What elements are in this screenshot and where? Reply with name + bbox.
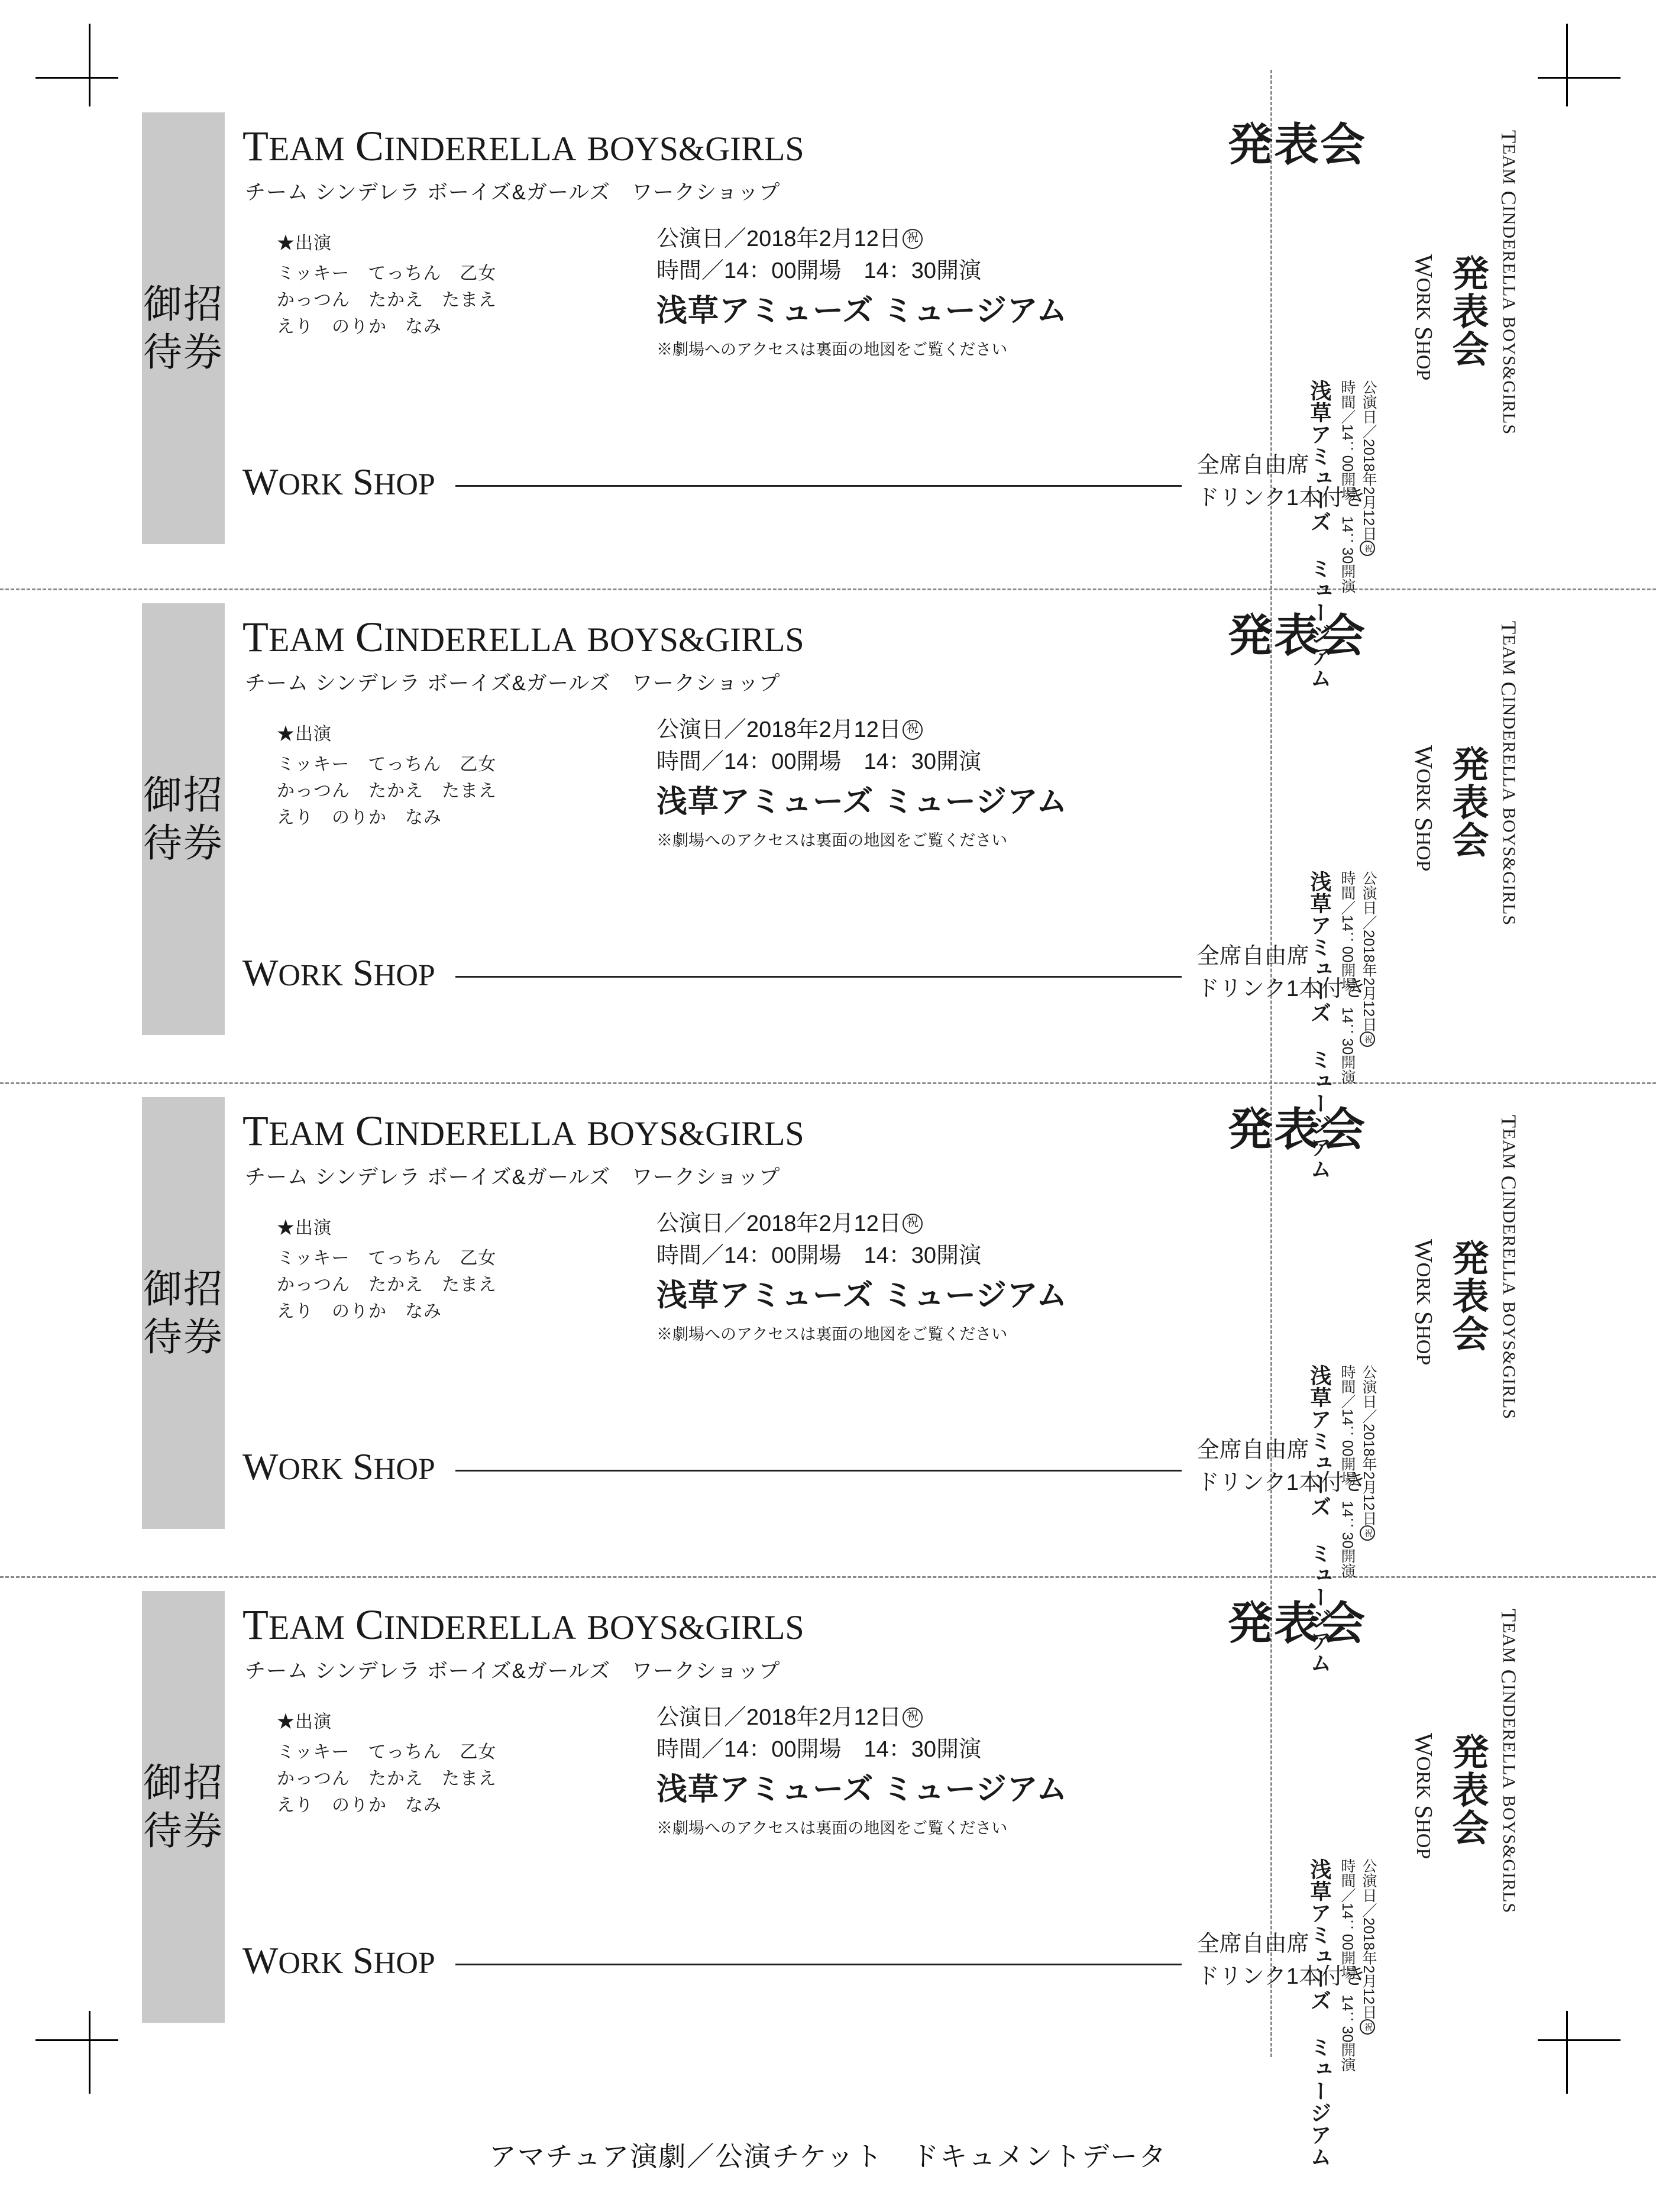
cast-row: かっつん たかえ たまえ [277,290,497,310]
ticket-body [242,1591,1366,2040]
seat-type: 全席自由席 [1196,944,1309,969]
cast-heading: ★出演 [277,1712,332,1732]
cast-row: えり のりか なみ [277,1796,442,1815]
ticket [142,1097,1573,1674]
stub-time: 時間／14：00開場 14：30開演 [1339,380,1356,594]
cast-heading: ★出演 [277,725,332,744]
title-jp: 発表会 [1228,611,1366,661]
stub-title-jp: 発表会 [1447,254,1487,368]
title-row [242,611,1366,661]
title-en: TEAM CINDERELLA BOYS&GIRLS [242,613,804,661]
performance-time: 時間／14：00開場 14：30開演 [656,258,982,283]
performance-date [656,224,1354,256]
workshop-wordmark: WORK SHOP [242,1445,435,1488]
subtitle: チーム シンデレラ ボーイズ&ガールズ ワークショップ [245,181,781,204]
cut-line-3 [0,1576,1656,1578]
venue-name: 浅草アミューズ ミュージアム [656,293,1068,328]
ticket-stub [1301,112,1579,689]
venue-name: 浅草アミューズ ミュージアム [656,1278,1068,1313]
info-block [656,1702,1354,1838]
performance-date [656,714,1354,746]
venue-name: 浅草アミューズ ミュージアム [656,784,1068,819]
stub-workshop: WORK SHOP [1409,1239,1437,1366]
stub-holiday-badge: 祝 [1360,2019,1375,2035]
cast-row: ミッキー てっちん 乙女 [277,264,497,283]
drink-note: ドリンク1本付き [1196,486,1366,511]
stub-date: 公演日／2018年2月12日祝 [1358,380,1379,556]
title-row [242,120,1366,170]
stub-title-en: TEAM CINDERELLA BOYS&GIRLS [1497,130,1521,435]
stub-date: 公演日／2018年2月12日祝 [1358,1364,1379,1541]
performance-date [656,1208,1354,1240]
workshop-wordmark: WORK SHOP [242,461,435,503]
invitation-bar [142,112,225,544]
stub-title-en: TEAM CINDERELLA BOYS&GIRLS [1497,1115,1521,1420]
stub-title-en: TEAM CINDERELLA BOYS&GIRLS [1497,1609,1521,1914]
invitation-label: 御招待券 [143,1761,224,1852]
stub-holiday-badge: 祝 [1360,1031,1375,1047]
info-block [656,1208,1354,1344]
holiday-badge: 祝 [903,1214,923,1234]
subtitle: チーム シンデレラ ボーイズ&ガールズ ワークショップ [245,1660,781,1683]
seat-type: 全席自由席 [1196,453,1309,478]
stub-title-en: TEAM CINDERELLA BOYS&GIRLS [1497,621,1521,926]
performance-time: 時間／14：00開場 14：30開演 [656,1736,982,1762]
cast-row: えり のりか なみ [277,1302,442,1321]
ticket [142,603,1573,1180]
title-row [242,1105,1366,1155]
performance-date [656,1702,1354,1734]
performance-time: 時間／14：00開場 14：30開演 [656,749,982,774]
divider-rule [455,485,1182,487]
invitation-bar [142,1097,225,1529]
info-block [656,714,1354,850]
stub-date: 公演日／2018年2月12日祝 [1358,1858,1379,2035]
subtitle: チーム シンデレラ ボーイズ&ガールズ ワークショップ [245,672,781,695]
cast-row: ミッキー てっちん 乙女 [277,1249,497,1268]
cast-row: かっつん たかえ たまえ [277,1769,497,1789]
divider-rule [455,976,1182,978]
cast-row: えり のりか なみ [277,317,442,337]
drink-note: ドリンク1本付き [1196,1964,1366,1990]
title-jp: 発表会 [1228,1105,1366,1155]
seat-type: 全席自由席 [1196,1932,1309,1956]
stub-date: 公演日／2018年2月12日祝 [1358,871,1379,1047]
cast-row: かっつん たかえ たまえ [277,781,497,801]
performance-time: 時間／14：00開場 14：30開演 [656,1243,982,1268]
stub-time: 時間／14：00開場 14：30開演 [1339,1858,1356,2072]
stub-title-jp: 発表会 [1447,1733,1487,1846]
stub-time: 時間／14：00開場 14：30開演 [1339,871,1356,1085]
venue-name: 浅草アミューズ ミュージアム [656,1772,1068,1807]
stub-title-jp: 発表会 [1447,1239,1487,1353]
cast-row: えり のりか なみ [277,808,442,827]
ticket-stub [1301,603,1579,1180]
workshop-wordmark: WORK SHOP [242,1939,435,1982]
ticket-stub [1301,1591,1579,2168]
stub-venue: 浅草アミューズ ミュージアム [1308,871,1332,1180]
bottom-row [242,1434,1366,1499]
subtitle: チーム シンデレラ ボーイズ&ガールズ ワークショップ [245,1166,781,1189]
stub-title-jp: 発表会 [1447,745,1487,859]
cast-block [277,719,608,831]
seat-type: 全席自由席 [1196,1438,1309,1463]
performance-date-label: 公演日／2018年2月12日 [656,1211,901,1236]
title-jp: 発表会 [1228,120,1366,170]
stub-venue: 浅草アミューズ ミュージアム [1308,380,1332,689]
invitation-bar [142,603,225,1035]
crop-mark-top-right [1538,24,1621,106]
divider-rule [455,1964,1182,1965]
ticket-stub [1301,1097,1579,1674]
title-row [242,1599,1366,1649]
performance-date-label: 公演日／2018年2月12日 [656,717,901,742]
bottom-row [242,940,1366,1005]
ticket-body [242,603,1366,1053]
ticket-body [242,1097,1366,1547]
stub-time: 時間／14：00開場 14：30開演 [1339,1364,1356,1579]
holiday-badge: 祝 [903,1707,923,1728]
bottom-row [242,449,1366,515]
title-en: TEAM CINDERELLA BOYS&GIRLS [242,1107,804,1154]
stub-venue: 浅草アミューズ ミュージアム [1308,1858,1332,2168]
access-note: ※劇場へのアクセスは裏面の地図をご覧ください [656,1325,1008,1343]
stub-holiday-badge: 祝 [1360,1525,1375,1541]
access-note: ※劇場へのアクセスは裏面の地図をご覧ください [656,1819,1008,1837]
cast-row: ミッキー てっちん 乙女 [277,755,497,774]
cast-heading: ★出演 [277,1218,332,1238]
cast-block [277,1213,608,1325]
stub-workshop: WORK SHOP [1409,1733,1437,1859]
performance-date-label: 公演日／2018年2月12日 [656,227,901,251]
invitation-label: 御招待券 [143,1267,224,1359]
invitation-label: 御招待券 [143,282,224,374]
ticket-body [242,112,1366,562]
workshop-wordmark: WORK SHOP [242,952,435,994]
cast-block [277,228,608,340]
invitation-label: 御招待券 [143,773,224,865]
document-caption: アマチュア演劇／公演チケット ドキュメントデータ [489,2141,1167,2172]
access-note: ※劇場へのアクセスは裏面の地図をご覧ください [656,340,1008,358]
performance-date-label: 公演日／2018年2月12日 [656,1705,901,1730]
access-note: ※劇場へのアクセスは裏面の地図をご覧ください [656,831,1008,849]
stub-workshop: WORK SHOP [1409,745,1437,872]
stub-venue: 浅草アミューズ ミュージアム [1308,1364,1332,1674]
cast-row: かっつん たかえ たまえ [277,1275,497,1295]
cast-row: ミッキー てっちん 乙女 [277,1742,497,1762]
drink-note: ドリンク1本付き [1196,1470,1366,1496]
cast-heading: ★出演 [277,234,332,253]
cut-line-2 [0,1082,1656,1084]
holiday-badge: 祝 [903,229,923,249]
title-en: TEAM CINDERELLA BOYS&GIRLS [242,122,804,170]
title-jp: 発表会 [1228,1599,1366,1649]
info-block [656,224,1354,360]
crop-mark-top-left [35,24,118,106]
cut-line-1 [0,588,1656,590]
drink-note: ドリンク1本付き [1196,976,1366,1002]
title-en: TEAM CINDERELLA BOYS&GIRLS [242,1601,804,1648]
stub-workshop: WORK SHOP [1409,254,1437,381]
stub-holiday-badge: 祝 [1360,541,1375,556]
holiday-badge: 祝 [903,720,923,740]
cast-block [277,1707,608,1819]
crop-mark-bottom-left [35,2011,118,2094]
ticket [142,112,1573,689]
invitation-bar [142,1591,225,2023]
bottom-row [242,1928,1366,1993]
divider-rule [455,1470,1182,1472]
